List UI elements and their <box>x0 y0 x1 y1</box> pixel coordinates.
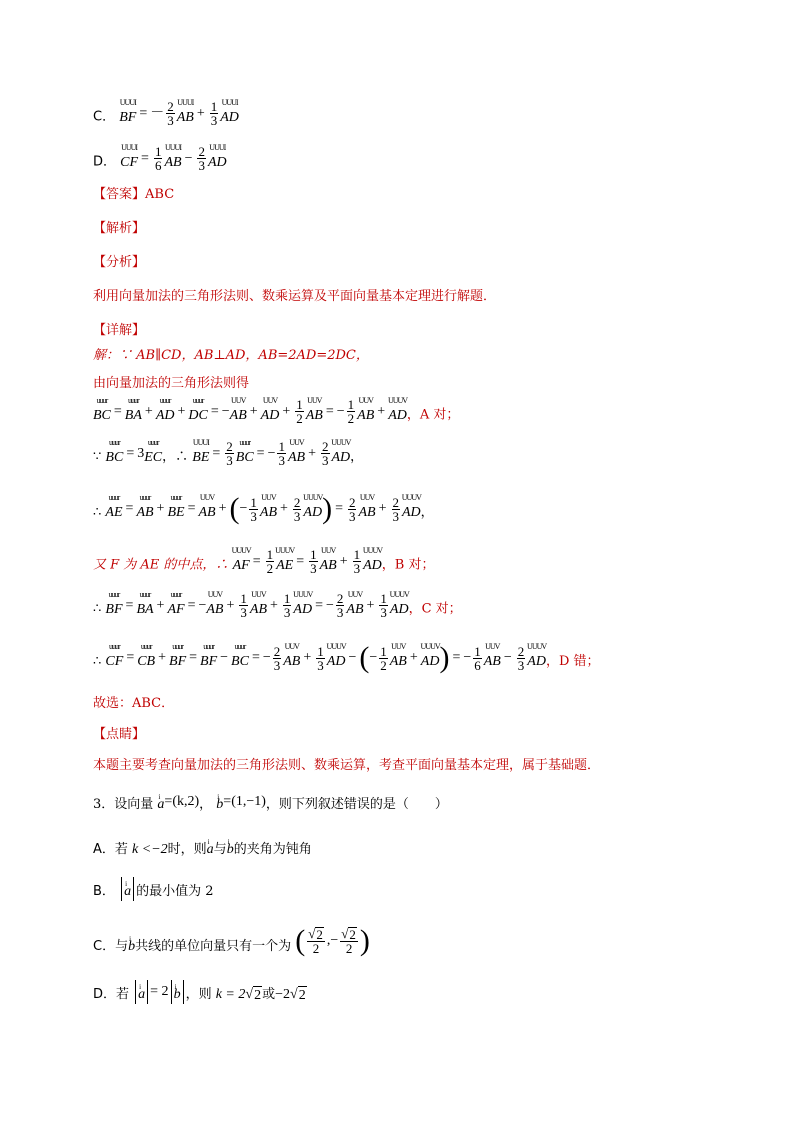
fenxi-text: 利用向量加法的三角形法则、数乘运算及平面向量基本定理进行解题． <box>93 289 497 304</box>
solution-line-1: 解：∵ AB∥CD，AB⊥AD，AB=2AD=2DC， <box>93 348 369 363</box>
verdict-d: ，D 错； <box>545 654 600 669</box>
option-label: C． <box>93 109 116 125</box>
q3-option-d: D．若 i a = 2 i b ，则 k = 2 √ 2 或 −2 √ 2 <box>93 980 307 1005</box>
summary-text: 本题主要考查向量加法的三角形法则、数乘运算，考查平面向量基本定理，属于基础题． <box>93 758 601 773</box>
solution-line-2: 由向量加法的三角形法则得 <box>93 376 250 391</box>
equation-ae: ∴ uuur AE = uuur AB + uuur BE = UUV AB + ( − $\frac{1}{3}$ UUV AB + $\frac{2}{3}$ UUUV AD ) = $\frac{2}{3}$ UUV AB + $\frac{2}{3}$ UUUV AD ， <box>93 494 434 524</box>
equation-cf: ∴ uuur CF = uuur CB + uuur BF = uuur BF − uuur BC = − $\frac{2}{3}$ UUV AB + $\frac{1}{3}$ UUUV AD − ( − $\frac{1}{2}$ UUV AB + UUUV AD ) = − $\frac{1}{6}$ UUV AB − $\frac{2}{3}$ UUUV AD ，D 错； <box>93 643 600 673</box>
equation-af: 又 F 为 AE 的中点，∴ UUUV AF = $\frac{1}{2}$ UUUV AE = $\frac{1}{3}$ UUV AB + $\frac{1}{3}$ UUUV AD ，B 对； <box>93 548 434 575</box>
question-3: 3．设向量 i a =(k,2) ， i b =(1,−1) ，则下列叙述错误的是（ ） <box>93 790 448 814</box>
dianjing-heading: 【点睛】 <box>93 727 146 742</box>
formula: UUUI BF = － $\frac{2}{3}$ UUUI AB + $\frac{1}{3}$ UUUI AD <box>119 100 239 127</box>
equation-bc: uuur BC = uuur BA + uuur AD + uuur DC = − UUV AB + UUV AD + $\frac{1}{2}$ UUV AB = − $\frac{1}{2}$ UUV AB + UUUV AD ，A 对； <box>93 398 459 425</box>
fenxi-heading: 【分析】 <box>93 255 146 270</box>
verdict-b: ，B 对； <box>381 557 435 573</box>
option-c <box>93 100 239 127</box>
q3-option-b: B． i a 的最小值为 2 <box>93 877 213 901</box>
analysis-heading: 【解析】 <box>93 221 146 236</box>
equation-bf: ∴ uuur BF = uuur BA + uuur AF = − UUV AB + $\frac{1}{3}$ UUV AB + $\frac{1}{3}$ UUUV AD = − $\frac{2}{3}$ UUV AB + $\frac{1}{3}$ UUUV AD ，C 对； <box>93 592 462 619</box>
q3-option-c: C．与 i b 共线的单位向量只有一个为 ( √ 2 2 ,− √ 2 2 ) <box>93 926 370 956</box>
detail-heading: 【详解】 <box>93 323 146 338</box>
answer-value: ABC <box>145 187 175 202</box>
verdict-c: ，C 对； <box>408 601 462 617</box>
q3-option-a: A．若 k <−2时，则 i a 与 i b 的夹角为钝角 <box>93 835 312 859</box>
formula: UUUI CF = $\frac{1}{6}$ UUUI AB − $\frac{2}{3}$ UUUI AD <box>120 145 226 172</box>
option-d <box>93 145 227 172</box>
equation-be: ∵ uuur BC = 3 uuur EC ，∴ UUUI BE = $\frac{2}{3}$ uuur BC = − $\frac{1}{3}$ UUV AB + $\frac{2}{3}$ UUUV AD ， <box>93 440 363 467</box>
answer-heading: 【答案】 <box>93 187 146 202</box>
verdict-a: ，A 对； <box>406 407 460 423</box>
option-label: D． <box>93 154 117 170</box>
answer-line <box>93 186 174 204</box>
choose-line: 故选：ABC． <box>93 696 175 711</box>
